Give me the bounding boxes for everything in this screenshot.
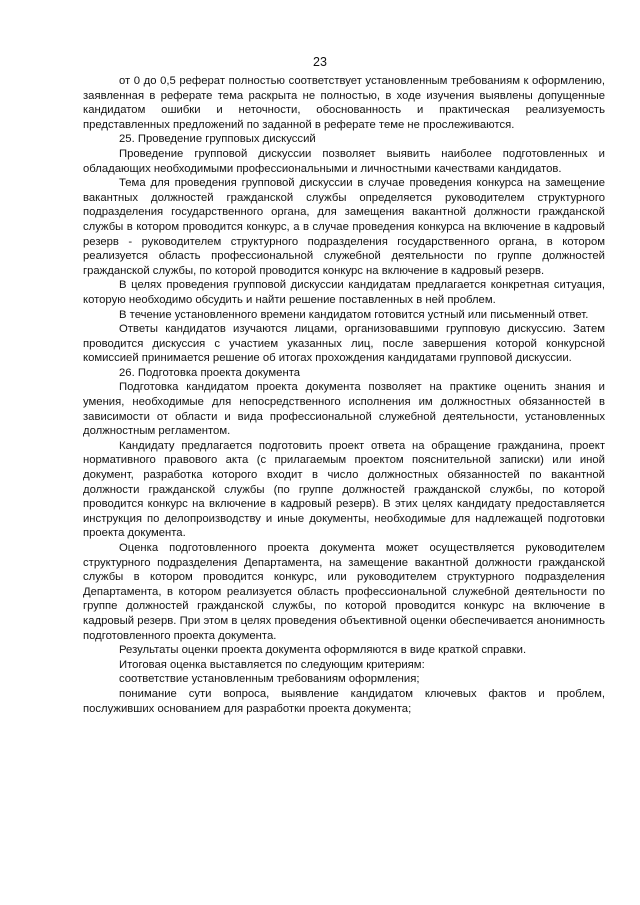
criteria-item: понимание сути вопроса, выявление кандидатом ключевых фактов и проблем, послуживших основанием для разработки проекта документа; [83,687,605,715]
page-number: 23 [313,55,327,69]
paragraph: Проведение групповой дискуссии позволяет выявить наиболее подготовленных и обладающих необходимыми профессиональными и личностными качествами кандидатов. [83,147,605,175]
paragraph: Тема для проведения групповой дискуссии в случае проведения конкурса на замещение вакантных должностей гражданской службы определяется руководителем структурного подразделения государственного органа, для замещения вакантной должности гражданской службы в котором проводится конкурс, а в случае проведения конкурса на включение в кадровый резерв - руководителем структурного подразделения государственного органа, в котором реализуется область профессиональной служебной деятельности по группе должностей гражданской службы, по которой проводится конкурс на включение в кадровый резерв. [83,177,605,277]
paragraph: В целях проведения групповой дискуссии кандидатам предлагается конкретная ситуация, которую необходимо обсудить и найти решение поставленных в ней проблем. [83,279,605,306]
paragraph: Кандидату предлагается подготовить проект ответа на обращение гражданина, проект нормативного правового акта (с прилагаемым проектом пояснительной записки) или иной документ, разработка которого входит в число должностных обязанностей по вакантной должности гражданской службы (по группе должностей гражданской службы, по которой проводится конкурс на включение в кадровый резерв). В этих целях кандидату предоставляется инструкция по делопроизводству и иные документы, необходимые для надлежащей подготовки проекта документа. [83,439,605,540]
document-body [83,74,605,716]
paragraph: Оценка подготовленного проекта документа может осуществляется руководителем структурного подразделения Департамента, на замещение вакантной должности гражданской службы в котором проводится конкурс, или руководителем структурного подразделения Департамента, в котором реализуется область профессиональной служебной деятельности по группе должностей гражданской службы, по которой проводится конкурс на включение в кадровый резерв. При этом в целях проведения объективной оценки обеспечивается анонимность подготовленного проекта документа. [83,542,605,642]
criteria-item: соответствие установленным требованиям оформления; [119,673,420,686]
paragraph: Подготовка кандидатом проекта документа позволяет на практике оценить знания и умения, необходимые для непосредственного исполнения им должностных обязанностей в зависимости от области и вида профессиональной служебной деятельности, установленных должностным регламентом. [83,381,605,438]
paragraph-score-range: от 0 до 0,5 реферат полностью соответствует установленным требованиям к оформлению, заявленная в реферате тема раскрыта не полностью, в ходе изучения выявлены допущенные кандидатом ошибки и неточности, обоснованность и практическая реализуемость представленных предложений по заданной в реферате теме не прослеживаются. [83,75,605,131]
section-heading-26: 26. Подготовка проекта документа [119,366,301,379]
paragraph: Результаты оценки проекта документа оформляются в виде краткой справки. [119,644,527,657]
paragraph: Итоговая оценка выставляется по следующим критериям: [119,658,425,671]
paragraph: В течение установленного времени кандидатом готовится устный или письменный ответ. [119,308,589,321]
section-heading-25: 25. Проведение групповых дискуссий [119,133,316,146]
paragraph: Ответы кандидатов изучаются лицами, организовавшими групповую дискуссию. Затем проводится дискуссия с участием указанных лиц, после завершения которой конкурсной комиссией принимается решение об итогах прохождения кандидатами групповой дискуссии. [83,323,605,365]
